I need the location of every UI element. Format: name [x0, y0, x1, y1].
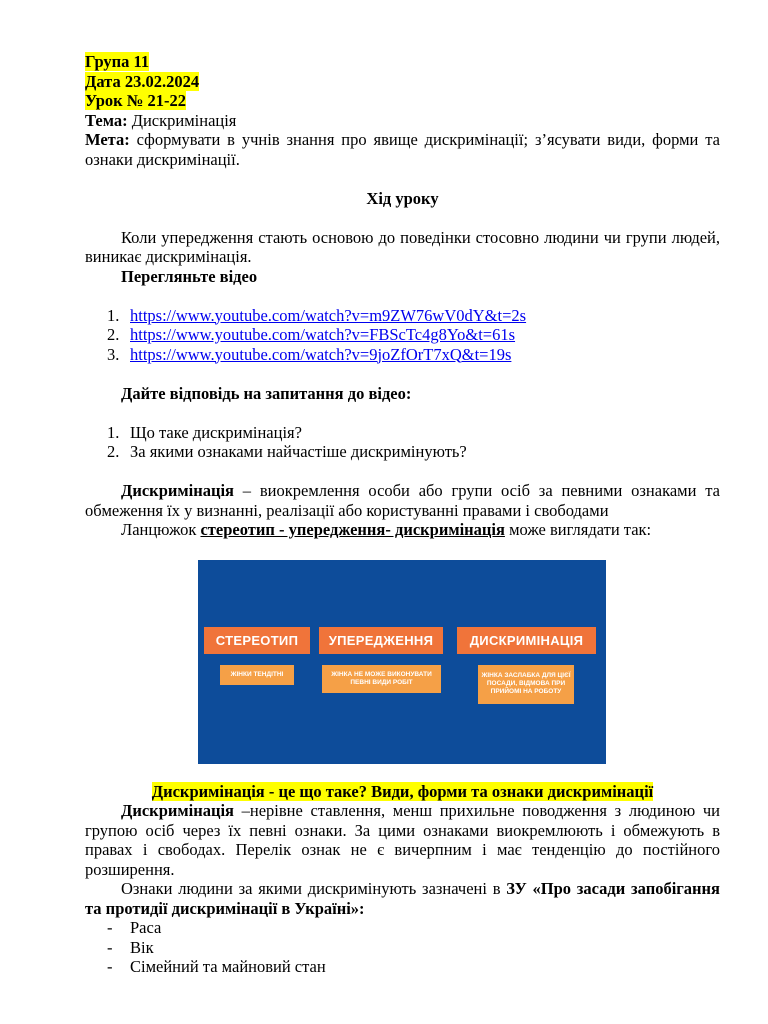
lesson-line [85, 91, 720, 111]
intro-paragraph: Коли упередження стають основою до поведінки стосовно людини чи групи людей, виникає дискримінація. [85, 227, 720, 266]
stage-stereotype: СТЕРЕОТИП [204, 627, 310, 654]
list-item: 2. https://www.youtube.com/watch?v=FBScTc4g8Yo&t=61s [107, 325, 516, 344]
group-text: Група 11 [85, 52, 150, 71]
lesson-number: Урок № 21-22 [85, 91, 187, 110]
topic-text: Дискримінація [127, 110, 237, 130]
list-item: 1. https://www.youtube.com/watch?v=m9ZW76wV0dY&t=2s [107, 305, 527, 325]
section-heading: Дискримінація - це що таке? Види, форми та ознаки дискримінації [151, 781, 654, 801]
video-link-3[interactable]: https://www.youtube.com/watch?v=9joZfOrT7xQ&t=19s [130, 344, 512, 364]
stage-discrimination: ДИСКРИМІНАЦІЯ [457, 627, 596, 654]
chain-diagram-image [198, 560, 606, 764]
list-item: - Раса [107, 918, 162, 937]
list-item: 2. За якими ознаками найчастіше дискримінують? [107, 442, 467, 461]
list-item: - Вік [107, 937, 154, 957]
goal-line [85, 130, 720, 169]
stage-example-discrimination: ЖІНКА ЗАСЛАБКА ДЛЯ ЦІЄЇ ПОСАДИ, ВІДМОВА ПРИ ПРИЙОМІ НА РОБОТУ [478, 665, 574, 704]
date-text: Дата 23.02.2024 [85, 71, 200, 91]
topic-label: Тема: [85, 110, 128, 130]
document-content [85, 52, 720, 977]
list-item: 1. Що таке дискримінація? [107, 422, 302, 442]
video-link-1[interactable]: https://www.youtube.com/watch?v=m9ZW76wV0dY&t=2s [130, 305, 527, 325]
stage-example-prejudice: ЖІНКА НЕ МОЖЕ ВИКОНУВАТИ ПЕВНІ ВИДИ РОБІТ [322, 665, 441, 693]
definition-term-2: Дискримінація [121, 801, 234, 820]
goal-label: Мета: [85, 130, 130, 149]
goal-text: сформувати в учнів знання про явище дискримінації; з’ясувати види, форми та ознаки дискримінації. [85, 130, 720, 169]
list-item: - Сімейний та майновий стан [107, 957, 326, 976]
law-sentence: Ознаки людини за якими дискримінують зазначені в ЗУ «Про засади запобігання та протидії дискримінації в Україні»: [85, 879, 720, 918]
video-link-2[interactable]: https://www.youtube.com/watch?v=FBScTc4g8Yo&t=61s [130, 325, 516, 344]
definition-paragraph-2: Дискримінація –нерівне ставлення, менш прихильне поводження з людиною чи групою осіб через їх певні ознаки. За цими ознаками виокремлюють і обмежують в правах і свободах. Перелік ознак не є вичерпним і має тенденцію до постійного розширення. [85, 801, 720, 879]
stage-prejudice: УПЕРЕДЖЕННЯ [319, 627, 443, 654]
watch-label: Перегляньте відео [121, 266, 258, 286]
questions-label: Дайте відповідь на запитання до відео: [121, 383, 412, 403]
group-line [85, 52, 720, 72]
stage-example-stereotype: ЖІНКИ ТЕНДІТНІ [220, 665, 294, 685]
chain-term: стереотип - упередження- дискримінація [200, 520, 505, 539]
chain-sentence: Ланцюжок стереотип - упередження- дискримінація може виглядати так: [121, 520, 652, 539]
list-item: 3. https://www.youtube.com/watch?v=9joZfOrT7xQ&t=19s [107, 344, 512, 364]
feature-list [85, 918, 720, 977]
question-list [85, 423, 720, 462]
date-line [85, 72, 720, 92]
definition-paragraph: Дискримінація – виокремлення особи або групи осіб за певними ознаками та обмеження їх у визнанні, реалізації або користуванні правами і свободами [85, 481, 720, 520]
video-list [85, 306, 720, 365]
law-name: ЗУ «Про засади запобігання та протидії дискримінації в Україні»: [85, 879, 720, 918]
definition-term: Дискримінація [121, 481, 234, 500]
lesson-heading: Хід уроку [366, 188, 439, 208]
topic-line [85, 111, 720, 131]
